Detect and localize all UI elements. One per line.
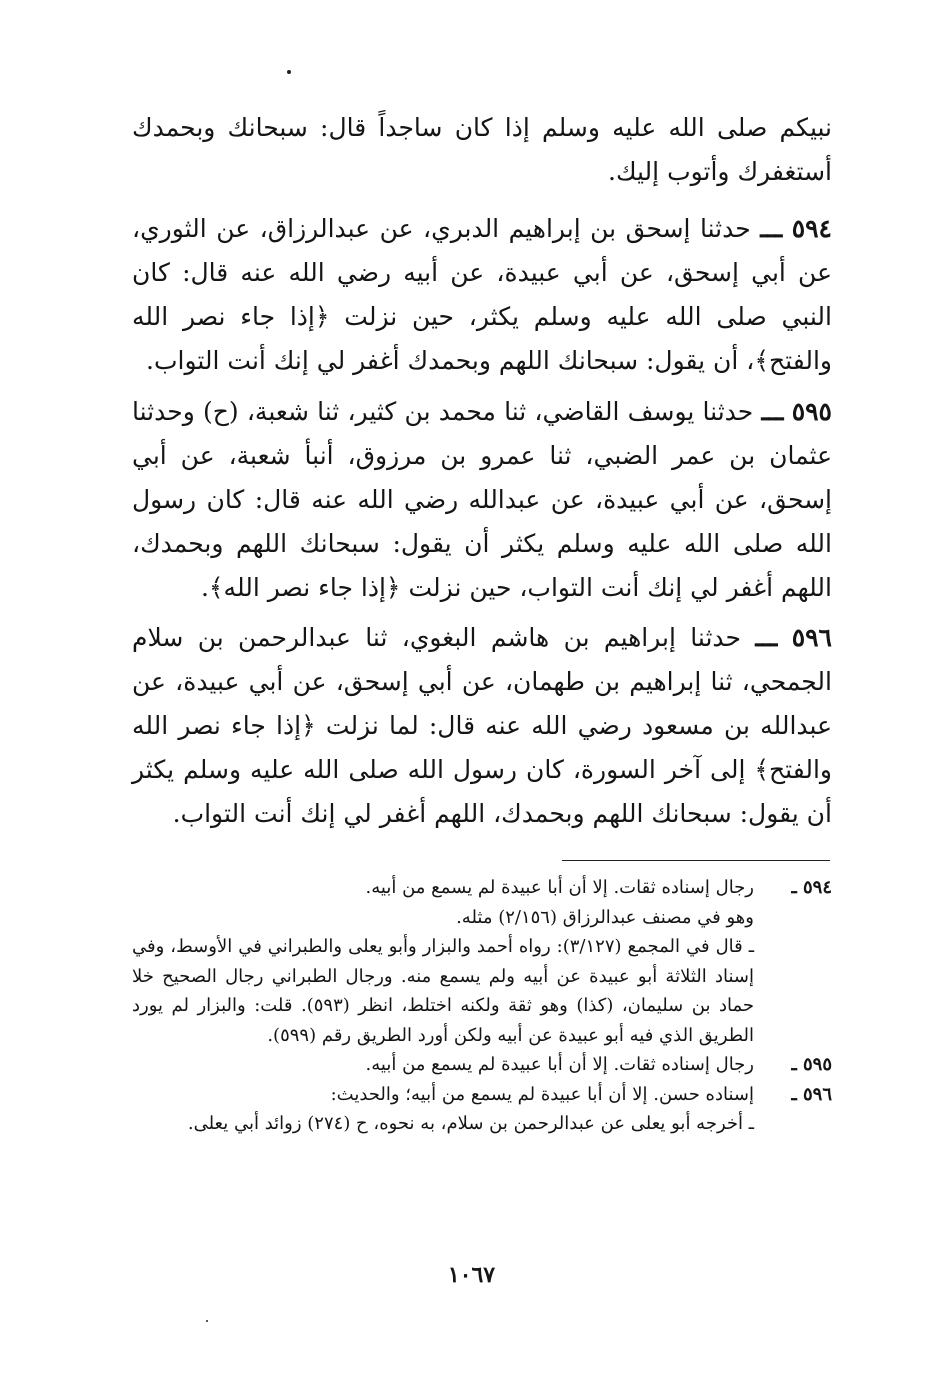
hadith-dash: ـــ bbox=[761, 397, 784, 426]
hadith-dash: ـــ bbox=[755, 623, 778, 652]
continuation-paragraph bbox=[132, 106, 832, 194]
page-number: ١٠٦٧ bbox=[447, 1262, 496, 1288]
footnote-594 bbox=[132, 873, 832, 1050]
footnote-separator bbox=[562, 860, 830, 861]
hadith-text: حدثنا إبراهيم بن هاشم البغوي، ثنا عبدالرحمن بن سلام الجمحي، ثنا إبراهيم بن طهمان، عن أبي إسحق، عن أبي عبيدة، عن عبدالله بن مسعود رضي الله عنه قال: لما نزلت ﴿إذا جاء نصر الله والفتح﴾ إلى آخر السورة، كان رسول الله صلى الله عليه وسلم يكثر أن يقول: سبحانك اللهم وبحمدك، اللهم أغفر لي إنك أنت التواب. bbox=[132, 623, 832, 828]
hadith-number: ٥٩٥ bbox=[791, 397, 832, 426]
hadith-text: حدثنا إسحق بن إبراهيم الدبري، عن عبدالرزاق، عن الثوري، عن أبي إسحق، عن أبي عبيدة، عن أبيه رضي الله عنه قال: كان النبي صلى الله عليه وسلم يكثر، حين نزلت ﴿إذا جاء نصر الله والفتح﴾، أن يقول: سبحانك اللهم وبحمدك أغفر لي إنك أنت التواب. bbox=[132, 214, 832, 375]
footnote-body bbox=[132, 873, 754, 1050]
footnote-line: رجال إسناده ثقات. إلا أن أبا عبيدة لم يسمع من أبيه. bbox=[365, 877, 754, 898]
footnote-line: وهو في مصنف عبدالرزاق (٢/١٥٦) مثله. bbox=[456, 906, 754, 928]
hadith-number: ٥٩٤ bbox=[791, 214, 832, 243]
ink-dot bbox=[206, 1320, 208, 1322]
hadith-dash: ـــ bbox=[760, 214, 783, 243]
footnote-line: ـ قال في المجمع (٣/١٢٧): رواه أحمد والبزار وأبو يعلى والطبراني في الأوسط، وفي إسناد الثلاثة أبو عبيدة عن أبيه ولم يسمع منه. ورجال الطبراني رجال الصحيح خلا حماد بن سليمان، (كذا) وهو ثقة ولكنه اختلط، انظر (٥٩٣). قلت: والبزار لم يورد الطريق الذي فيه أبو عبيدة عن أبيه ولكن أورد الطريق رقم (٥٩٩). bbox=[132, 936, 754, 1046]
footnote-line: ـ أخرجه أبو يعلى عن عبدالرحمن بن سلام، به نحوه، ح (٢٧٤) زوائد أبي يعلى. bbox=[187, 1113, 754, 1134]
hadith-596 bbox=[132, 616, 832, 836]
hadith-number: ٥٩٦ bbox=[791, 623, 832, 652]
hadith-595 bbox=[132, 390, 832, 610]
footnote-body bbox=[132, 1050, 754, 1080]
ink-dot bbox=[287, 70, 291, 74]
footnotes bbox=[132, 873, 832, 1139]
hadith-text: حدثنا يوسف القاضي، ثنا محمد بن كثير، ثنا شعبة، (ح) وحدثنا عثمان بن عمر الضبي، ثنا عمرو بن مرزوق، أنبأ شعبة، عن أبي إسحق، عن أبي عبيدة، عن عبدالله رضي الله عنه قال: كان رسول الله صلى الله عليه وسلم يكثر أن يقول: سبحانك اللهم وبحمدك، اللهم أغفر لي إنك أنت التواب، حين نزلت ﴿إذا جاء نصر الله﴾. bbox=[132, 397, 832, 602]
footnote-body bbox=[132, 1080, 754, 1139]
continuation-text: نبيكم صلى الله عليه وسلم إذا كان ساجداً قال: سبحانك وبحمدك أستغفرك وأتوب إليك. bbox=[132, 113, 832, 186]
footnote-number: ٥٩٤ ـ bbox=[791, 877, 832, 898]
footnote-595 bbox=[132, 1050, 832, 1080]
footnote-line: إسناده حسن. إلا أن أبا عبيدة لم يسمع من أبيه؛ والحديث: bbox=[330, 1083, 754, 1105]
footnote-line: رجال إسناده ثقات. إلا أن أبا عبيدة لم يسمع من أبيه. bbox=[365, 1054, 754, 1075]
footnote-number: ٥٩٦ ـ bbox=[791, 1083, 832, 1105]
footnote-596 bbox=[132, 1080, 832, 1139]
footnote-number: ٥٩٥ ـ bbox=[791, 1054, 832, 1075]
hadith-594 bbox=[132, 207, 832, 383]
